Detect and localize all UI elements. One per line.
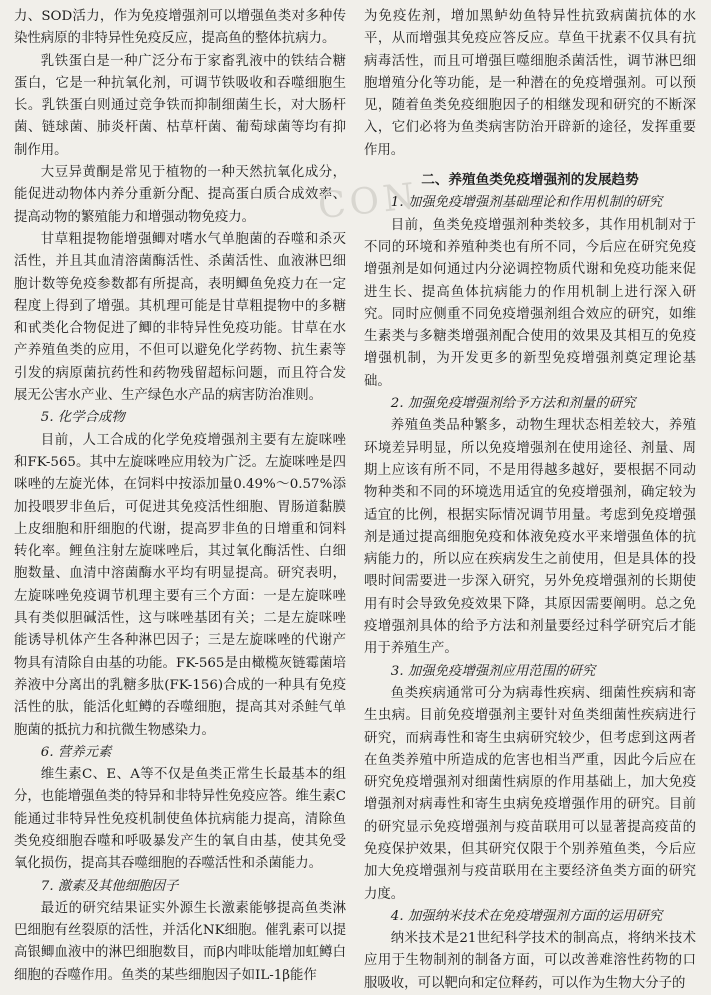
section-heading: 7. 激素及其他细胞因子 (40, 878, 179, 894)
paragraph: 甘草粗提物能增强鲫对嗜水气单胞菌的吞噬和杀灭活性，并且其血清溶菌酶活性、杀菌活性、血液淋巴细胞计数等免疫参数都有所提高，表明鲫鱼免疫力在一定程度上得到了增强。其机理可能是甘草粗提物中的多糖和甙类化合物促进了鲫的非特异性免疫功能。甘草在水产养殖鱼类的应用，不但可以避免化学药物、抗生素等引发的病原菌抗药性和药物残留超标问题，而且符合发展无公害水产业、生产绿色水产品的病害防治准则。 (14, 231, 346, 404)
paragraph: 维生素C、E、A等不仅是鱼类正常生长最基本的组分，也能增强鱼类的特异和非特异性免疫应答。维生素C能通过非特异性免疫机制使鱼体抗病能力提高，清除鱼类免疫细胞吞噬和呼吸暴发产生的氧自由基，使其免受氧化损伤，提高其吞噬细胞的吞噬活性和杀菌能力。 (14, 767, 346, 872)
paragraph: 目前，鱼类免疫增强剂种类较多，其作用机制对于不同的环境和养殖种类也有所不同，今后应在研究免疫增强剂是如何通过内分泌调控物质代谢和免疫功能来促进生长、提高鱼体抗病能力的作用机制上进行深入研究。同时应侧重不同免疫增强剂组合效应的研究，如维生素类与多糖类增强剂配合使用的效果及其相互的免疫增强机制，为开发更多的新型免疫增强剂奠定理论基础。 (364, 217, 696, 389)
paragraph: 大豆异黄酮是常见于植物的一种天然抗氧化成分，能促进动物体内养分重新分配、提高蛋白质合成效率、提高动物的繁殖能力和增强动物免疫力。 (14, 165, 346, 225)
paragraph: 力、SOD活力，作为免疫增强剂可以增强鱼类对多种传染性病原的非特异性免疫反应，提高鱼的整体抗病力。 (14, 9, 346, 47)
section-heading: 6. 营养元素 (40, 744, 112, 760)
section-heading: 3. 加强免疫增强剂应用范围的研究 (390, 663, 596, 679)
section-heading: 1. 加强免疫增强剂基础理论和作用机制的研究 (390, 195, 663, 211)
paragraph: 鱼类疾病通常可分为病毒性疾病、细菌性疾病和寄生虫病。目前免疫增强剂主要针对鱼类细菌性疾病进行研究，而病毒性和寄生虫病研究较少，但考虑到这两者在鱼类养殖中所造成的危害也相当严重，因此今后应在研究免疫增强剂对细菌性病原的作用基础上，加大免疫增强剂对病毒性和寄生虫病免疫增强作用的研究。目前的研究显示免疫增强剂与疫苗联用可以显著提高疫苗的免疫保护效果，但其研究仅限于个别养殖鱼类，今后应加大免疫增强剂与疫苗联用在主要经济鱼类方面的研究力度。 (364, 685, 696, 902)
left-column (14, 6, 346, 983)
paragraph: 最近的研究结果证实外源生长激素能够提高鱼类淋巴细胞有丝裂原的活性，并活化NK细胞。催乳素可以提高银鲫血液中的淋巴细胞数目，而β内啡呔能增加虹鳟白细胞的吞噬作用。鱼类的某些细胞因子如IL-1β能作 (14, 900, 346, 983)
right-column (364, 6, 696, 991)
watermark: CON (316, 175, 421, 228)
paragraph: 纳米技术是21世纪科学技术的制高点，将纳米技术应用于生物制剂的制备方面，可以改善难溶性药物的口服吸收，可以靶向和定位释药，可以作为生物大分子的 (364, 931, 696, 991)
paragraph: 乳铁蛋白是一种广泛分布于家畜乳液中的铁结合糖蛋白，它是一种抗氧化剂，可调节铁吸收和吞噬细胞生长。乳铁蛋白则通过竞争铁而抑制细菌生长，对大肠杆菌、链球菌、肺炎杆菌、枯草杆菌、葡萄球菌等均有抑制作用。 (14, 53, 346, 158)
section-heading: 5. 化学合成物 (40, 410, 125, 426)
paragraph: 目前，人工合成的化学免疫增强剂主要有左旋咪唑和FK-565。其中左旋咪唑应用较为广泛。左旋咪唑是四咪唑的左旋光体，在饲料中按添加量0.49%～0.57%添加投喂罗非鱼后，可促进其免疫活性细胞、胃肠道黏膜上皮细胞和肝细胞的代谢，提高罗非鱼的日增重和饲料转化率。鲤鱼注射左旋咪唑后，其过氧化酶活性、白细胞数量、血清中溶菌酶水平均有明显提高。研究表明，左旋咪唑免疫调节机理主要有三个方面：一是左旋咪唑具有类似胆碱活性，这与咪唑基团有关；二是左旋咪唑能诱导机体产生各种淋巴因子；三是左旋咪唑的代谢产物具有清除自由基的功能。FK-565是由橄榄灰链霉菌培养液中分离出的乳糖多肽(FK-156)合成的一种具有免疫活性的肽，能活化虹鳟的吞噬细胞，提高其对杀鲑气单胞菌的抵抗力和抗微生物感染力。 (14, 432, 346, 738)
paragraph: 为免疫佐剂，增加黑鲈幼鱼特异性抗致病菌抗体的水平，从而增强其免疫应答反应。草鱼干扰素不仅具有抗病毒活性，而且可增强巨噬细胞杀菌活性，调节淋巴细胞增殖分化等功能，是一种潜在的免疫增强剂。可以预见，随着鱼类免疫细胞因子的相继发现和研究的不断深入，它们必将为鱼类病害防治开辟新的途径，发挥重要作用。 (364, 9, 696, 158)
paragraph: 养殖鱼类品种繁多，动物生理状态相差较大，养殖环境差异明显，所以免疫增强剂在使用途径、剂量、周期上应该有所不同，不是用得越多越好，要根据不同动物种类和不同的环境选用适宜的免疫增强剂，确定较为适宜的比例，根据实际情况调节用量。考虑到免疫增强剂是通过提高细胞免疫和体液免疫水平来增强鱼体的抗病能力的，所以应在疾病发生之前使用，但是具体的投喂时间需要进一步深入研究，另外免疫增强剂的长期使用有时会导致免疫效果下降，其原因需要阐明。总之免疫增强剂具体的给予方法和剂量要经过科学研究后才能用于养殖生产。 (364, 418, 696, 657)
section-heading: 2. 加强免疫增强剂给予方法和剂量的研究 (390, 396, 636, 412)
chapter-heading: 二、养殖鱼类免疫增强剂的发展趋势 (421, 172, 639, 189)
section-heading: 4. 加强纳米技术在免疫增强剂方面的运用研究 (390, 908, 663, 924)
